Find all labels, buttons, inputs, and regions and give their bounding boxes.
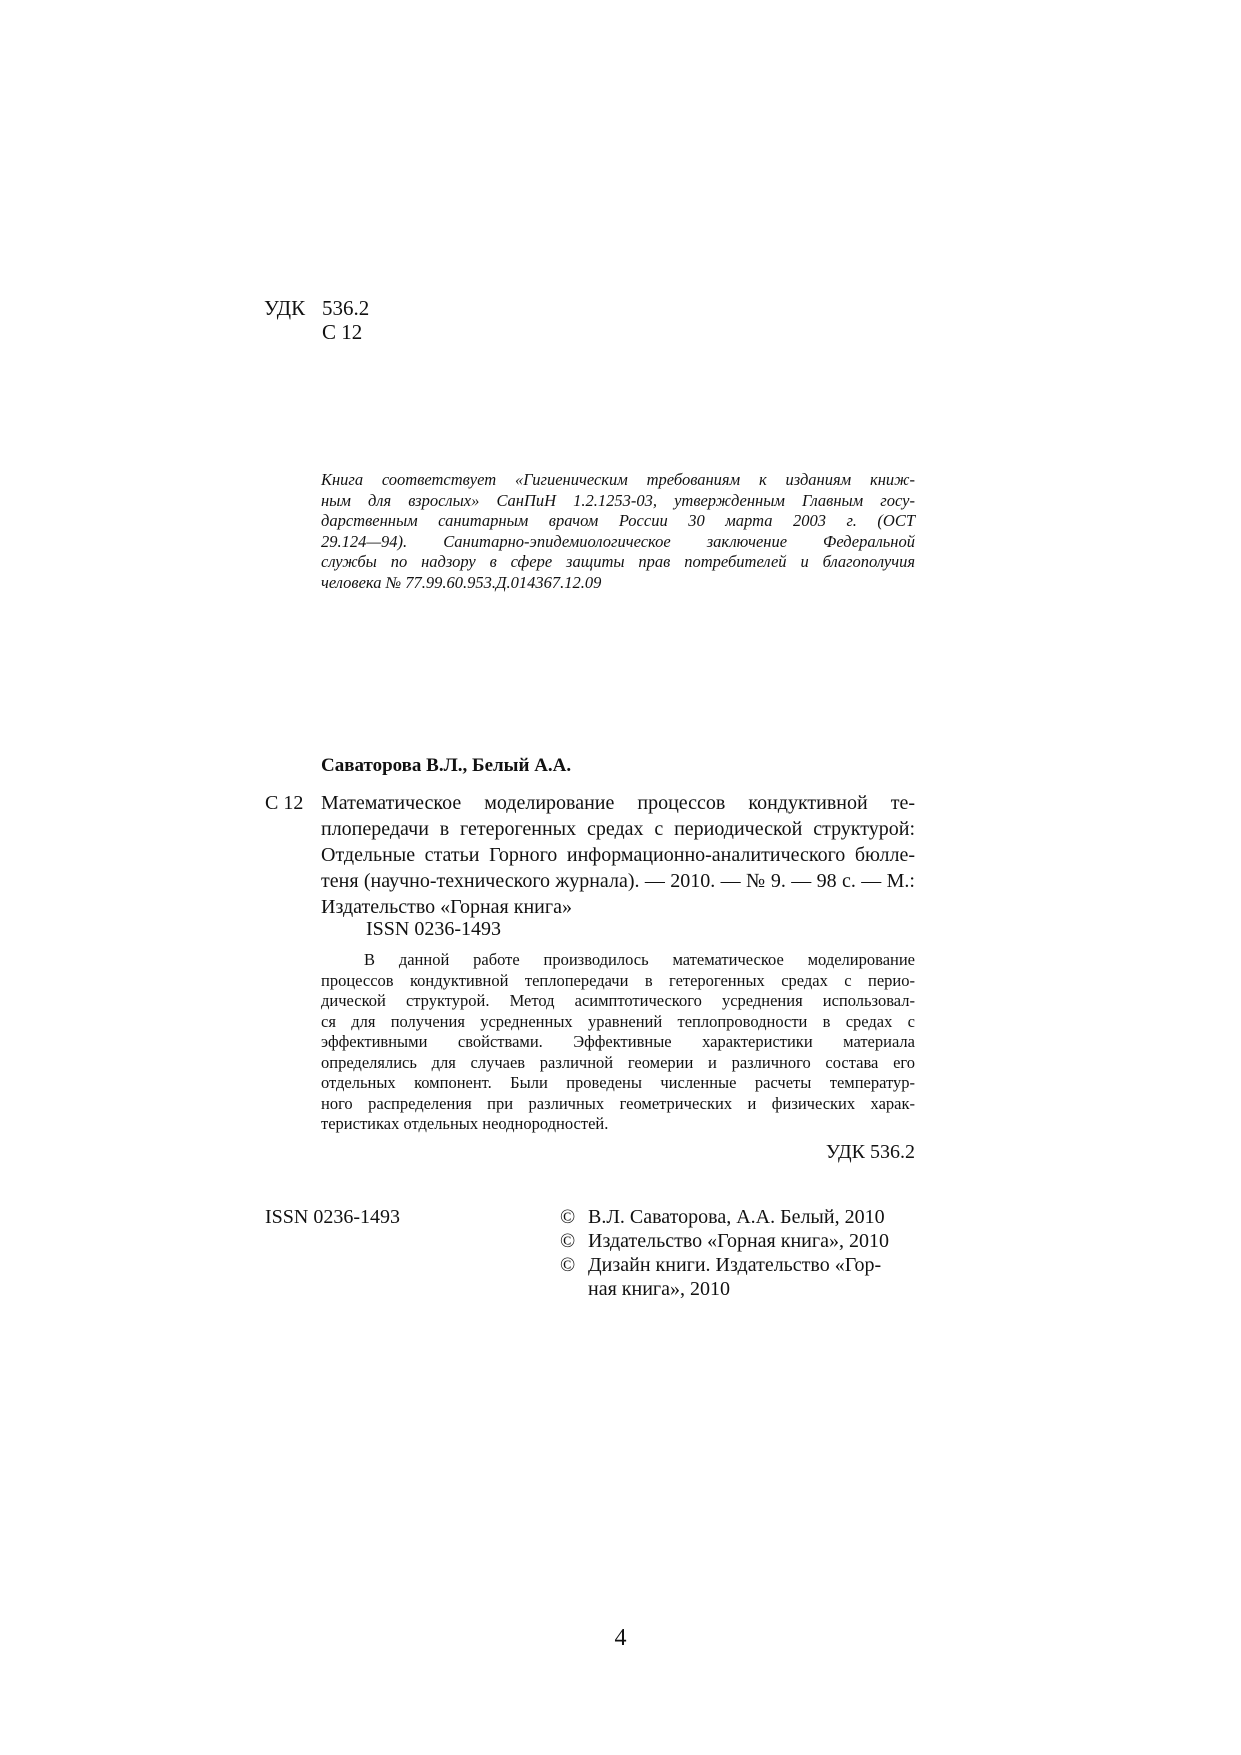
udk-right: УДК 536.2 [825,1141,915,1163]
abstract [321,950,915,1135]
copyright-line: ная книга», 2010 [588,1278,730,1300]
abstract-line: определялись для случаев различной геомерии и различного состава его [321,1052,915,1072]
notice-line: службы по надзору в сфере защиты прав потребителей и благополучия [321,552,915,571]
udk-label: УДК [264,296,306,320]
description-line: плопередачи в гетерогенных средах с периодической структурой: [321,818,915,840]
copyright-item [560,1205,920,1229]
issn-catalog: ISSN 0236-1493 [366,918,502,940]
description-line: теня (научно-технического журнала). — 2010. — № 9. — 98 с. — М.: [321,870,915,892]
authors-heading: Саваторова В.Л., Белый А.А. [321,755,572,776]
copyright-line: В.Л. Саваторова, А.А. Белый, 2010 [588,1206,885,1228]
abstract-line: эффективными свойствами. Эффективные характеристики материала [321,1032,915,1051]
abstract-line: ного распределения при различных геометрических и физических харак- [321,1093,915,1113]
description-line: Математическое моделирование процессов кондуктивной те- [321,792,915,814]
abstract-line: ся для получения усредненных уравнений теплопроводности в средах с [321,1011,915,1031]
abstract-line: отдельных компонент. Были проведены численные расчеты температур- [321,1073,915,1092]
abstract-line: процессов кондуктивной теплопередачи в гетерогенных средах с перио- [321,970,915,990]
description-line: Отдельные статьи Горного информационно-аналитического бюлле- [321,844,915,866]
udk-codes [322,296,369,344]
copyright-line: Дизайн книги. Издательство «Гор- [588,1254,882,1276]
notice-line: 29.124—94). Санитарно-эпидемиологическое заключение Федеральной [321,531,915,551]
copyright-text [588,1253,920,1301]
notice-line: дарственным санитарным врачом России 30 марта 2003 г. (ОСТ [321,511,915,530]
notice-line: ным для взрослых» СанПиН 1.2.1253-03, утвержденным Главным госу- [321,490,915,510]
copyright-line: Издательство «Горная книга», 2010 [588,1230,889,1252]
issn-footer: ISSN 0236-1493 [265,1206,401,1228]
copyright-sign: © [560,1230,576,1252]
notice-line: Книга соответствует «Гигиеническим требованиям к изданиям книж- [321,470,915,489]
author-mark: С 12 [322,320,363,344]
udk-code: 536.2 [322,296,370,320]
copyright-text [588,1229,920,1253]
copyright-text [588,1205,920,1229]
notice-line: человека № 77.99.60.953.Д.014367.12.09 [321,572,602,592]
author-cipher: С 12 [265,792,304,814]
copyright-item [560,1229,920,1253]
copyright-item [560,1253,920,1301]
copyright-block [560,1205,920,1301]
abstract-line: теристиках отдельных неоднородностей. [321,1114,609,1133]
abstract-line: дической структурой. Метод асимптотического усреднения использовал- [321,991,915,1010]
copyright-sign: © [560,1254,576,1276]
abstract-line: В данной работе производилось математическое моделирование [364,950,915,969]
description-line: Издательство «Горная книга» [321,896,572,918]
bibliographic-description [321,790,915,920]
copyright-sign: © [560,1206,576,1228]
hygiene-notice [321,470,915,593]
page-number: 4 [614,1625,627,1651]
